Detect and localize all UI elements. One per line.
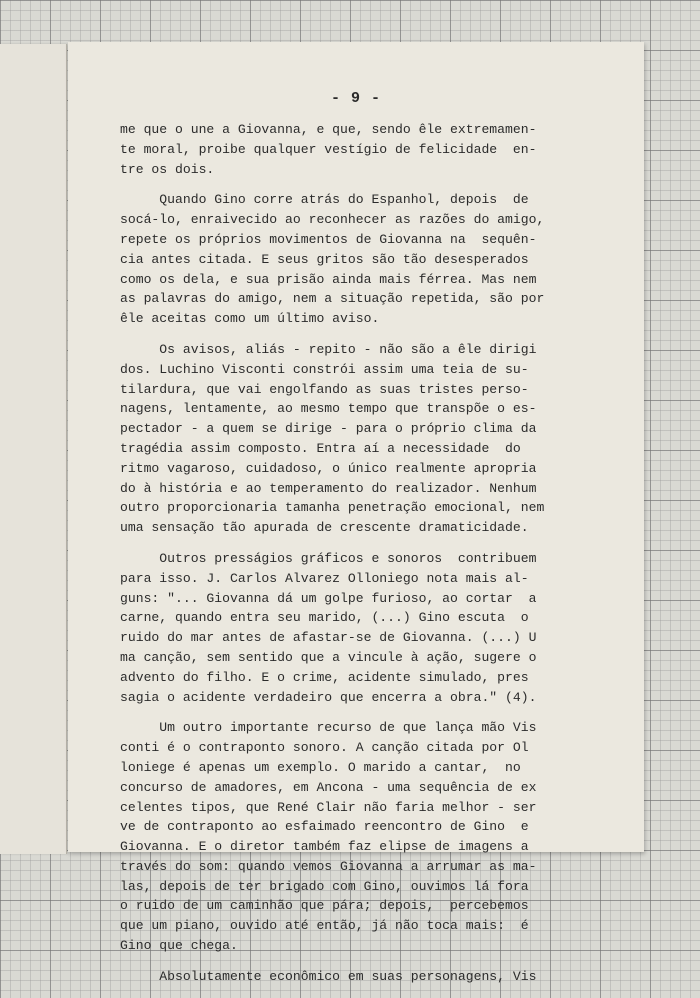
text-line: para isso. J. Carlos Alvarez Olloniego nota mais al- <box>120 570 529 586</box>
text-line: Um outro importante recurso de que lança mão Vis <box>120 720 537 736</box>
paragraph <box>120 718 620 956</box>
text-line: Gino que chega. <box>120 938 238 954</box>
text-line: Outros presságios gráficos e sonoros contribuem <box>120 550 537 566</box>
text-line: socá-lo, enraivecido ao reconhecer as razões do amigo, <box>120 212 545 228</box>
text-line: cia antes citada. E seus gritos são tão desesperados <box>120 251 529 267</box>
text-line: advento do filho. E o crime, acidente simulado, pres <box>120 669 529 685</box>
text-line: ritmo vagaroso, cuidadoso, o único realmente apropria <box>120 460 537 476</box>
text-line: Giovanna. E o diretor também faz elipse de imagens a <box>120 839 529 855</box>
text-line: loniege é apenas um exemplo. O marido a cantar, no <box>120 759 521 775</box>
text-line: ve de contraponto ao esfaimado reencontro de Gino e <box>120 819 529 835</box>
text-line: do à história e ao temperamento do realizador. Nenhum <box>120 480 537 496</box>
text-line: Os avisos, aliás - repito - não são a êle dirigi <box>120 341 537 357</box>
text-line: tre os dois. <box>120 161 215 177</box>
text-line: as palavras do amigo, nem a situação repetida, são por <box>120 291 545 307</box>
text-line: ruido do mar antes de afastar-se de Giovanna. (...) U <box>120 630 537 646</box>
text-line: carne, quando entra seu marido, (...) Gino escuta o <box>120 610 529 626</box>
text-line: o ruido de um caminhão que pára; depois, percebemos <box>120 898 529 914</box>
text-line: tragédia assim composto. Entra aí a necessidade do <box>120 440 521 456</box>
text-line: guns: "... Giovanna dá um golpe furioso, ao cortar a <box>120 590 537 606</box>
page-number: - 9 - <box>330 90 381 107</box>
text-line: Absolutamente econômico em suas personagens, Vis <box>120 968 537 984</box>
paragraph <box>120 549 620 707</box>
text-line: repete os próprios movimentos de Giovanna na sequên- <box>120 231 537 247</box>
typewritten-page <box>68 42 644 984</box>
back-page-edge <box>0 44 67 854</box>
paragraph <box>120 967 620 987</box>
text-line: êle aceitas como um último aviso. <box>120 311 380 327</box>
paragraph <box>120 340 620 538</box>
text-line: ma canção, sem sentido que a vincule à ação, sugere o <box>120 649 537 665</box>
paragraph <box>120 190 620 329</box>
text-line: sagia o acidente verdadeiro que encerra a obra." (4). <box>120 689 537 705</box>
text-line: nagens, lentamente, ao mesmo tempo que transpõe o es- <box>120 401 537 417</box>
text-line: las, depois de ter brigado com Gino, ouvimos lá fora <box>120 878 529 894</box>
text-line: tilardura, que vai engolfando as suas tristes perso- <box>120 381 529 397</box>
text-line: que um piano, ouvido até então, já não toca mais: é <box>120 918 529 934</box>
text-line: uma sensação tão apurada de crescente dramaticidade. <box>120 520 529 536</box>
page-body <box>120 120 620 998</box>
text-line: celentes tipos, que René Clair não faria melhor - ser <box>120 799 537 815</box>
text-line: través do som: quando vemos Giovanna a arrumar as ma- <box>120 858 537 874</box>
text-line: dos. Luchino Visconti constrói assim uma teia de su- <box>120 361 529 377</box>
text-line: outro proporcionaria tamanha penetração emocional, nem <box>120 500 545 516</box>
text-line: te moral, proibe qualquer vestígio de felicidade en- <box>120 141 537 157</box>
paragraph <box>120 120 620 179</box>
text-line: concurso de amadores, em Ancona - uma sequência de ex <box>120 779 537 795</box>
text-line: Quando Gino corre atrás do Espanhol, depois de <box>120 192 529 208</box>
text-line: como os dela, e sua prisão ainda mais férrea. Mas nem <box>120 271 537 287</box>
text-line: pectador - a quem se dirige - para o próprio clima da <box>120 421 537 437</box>
text-line: me que o une a Giovanna, e que, sendo êle extremamen- <box>120 122 537 137</box>
text-line: conti é o contraponto sonoro. A canção citada por Ol <box>120 740 529 756</box>
